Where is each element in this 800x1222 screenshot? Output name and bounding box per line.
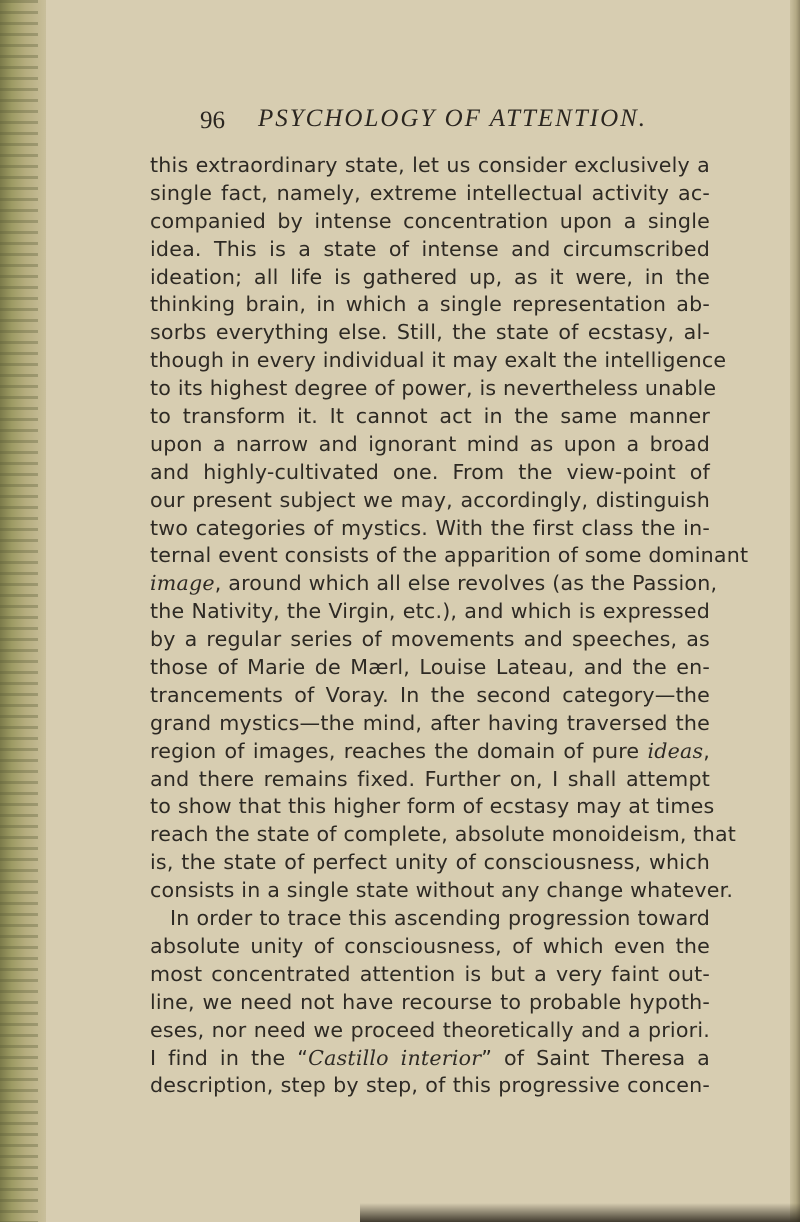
- text-line: and highly-cultivated one. From the view-point of: [150, 459, 710, 484]
- text-line: image, around which all else revolves (as the Passion,: [150, 571, 718, 596]
- italic-word: image: [150, 571, 215, 596]
- text-line: reach the state of complete, absolute monoideism, that: [150, 822, 737, 847]
- text-line: to show that this higher form of ecstasy may at times: [150, 794, 715, 819]
- text-line: ideation; all life is gathered up, as it were, in the: [150, 264, 710, 289]
- page-shadow: [360, 1203, 800, 1222]
- text-line: the Nativity, the Virgin, etc.), and which is expressed: [150, 599, 710, 624]
- text-line: description, step by step, of this progressive concen-: [150, 1073, 710, 1098]
- page-header: [200, 103, 760, 143]
- text-line: those of Marie de Mærl, Louise Lateau, and the en-: [150, 655, 710, 680]
- text-line: absolute unity of consciousness, of which even the: [150, 933, 710, 958]
- text-line: I find in the “Castillo interior” of Saint Theresa a: [150, 1045, 710, 1070]
- text-line: consists in a single state without any change whatever.: [150, 878, 734, 903]
- text-line: two categories of mystics. With the first class the in-: [150, 515, 710, 540]
- text-line: is, the state of perfect unity of consciousness, which: [150, 850, 710, 875]
- text-line: grand mystics—the mind, after having traversed the: [150, 710, 710, 735]
- italic-word: ideas: [647, 738, 704, 763]
- text-line: In order to trace this ascending progression toward: [170, 906, 710, 931]
- text-line: upon a narrow and ignorant mind as upon a broad: [150, 431, 710, 456]
- text-line: line, we need not have recourse to probable hypoth-: [150, 989, 710, 1014]
- text-line: thinking brain, in which a single representation ab-: [150, 292, 710, 317]
- text-line: sorbs everything else. Still, the state of ecstasy, al-: [150, 320, 710, 345]
- text-line: and there remains fixed. Further on, I shall attempt: [150, 766, 710, 791]
- text-line: trancements of Voray. In the second category—the: [150, 682, 710, 707]
- text-line: to transform it. It cannot act in the same manner: [150, 404, 710, 429]
- text-line: eses, nor need we proceed theoretically and a priori.: [150, 1017, 710, 1042]
- text-line: single fact, namely, extreme intellectual activity ac-: [150, 180, 710, 205]
- text-line: though in every individual it may exalt the intelligence: [150, 348, 727, 373]
- running-head: PSYCHOLOGY OF ATTENTION.: [258, 105, 648, 132]
- text-line: companied by intense concentration upon a single: [150, 208, 710, 233]
- binding-texture: [0, 0, 38, 1222]
- text-line: by a regular series of movements and speeches, as: [150, 627, 710, 652]
- text-line: most concentrated attention is but a very faint out-: [150, 961, 710, 986]
- text-line: to its highest degree of power, is nevertheless unable: [150, 376, 717, 401]
- text-line: our present subject we may, accordingly, distinguish: [150, 487, 710, 512]
- text-line: this extraordinary state, let us consider exclusively a: [150, 153, 710, 177]
- body-text: [150, 152, 749, 1100]
- page-edge: [790, 0, 800, 1222]
- text-line: region of images, reaches the domain of pure ideas,: [150, 738, 710, 763]
- page-number: 96: [200, 107, 225, 134]
- text-line: ternal event consists of the apparition of some dominant: [150, 543, 749, 568]
- text-line: idea. This is a state of intense and circumscribed: [150, 236, 710, 261]
- italic-title: Castillo interior: [308, 1045, 482, 1070]
